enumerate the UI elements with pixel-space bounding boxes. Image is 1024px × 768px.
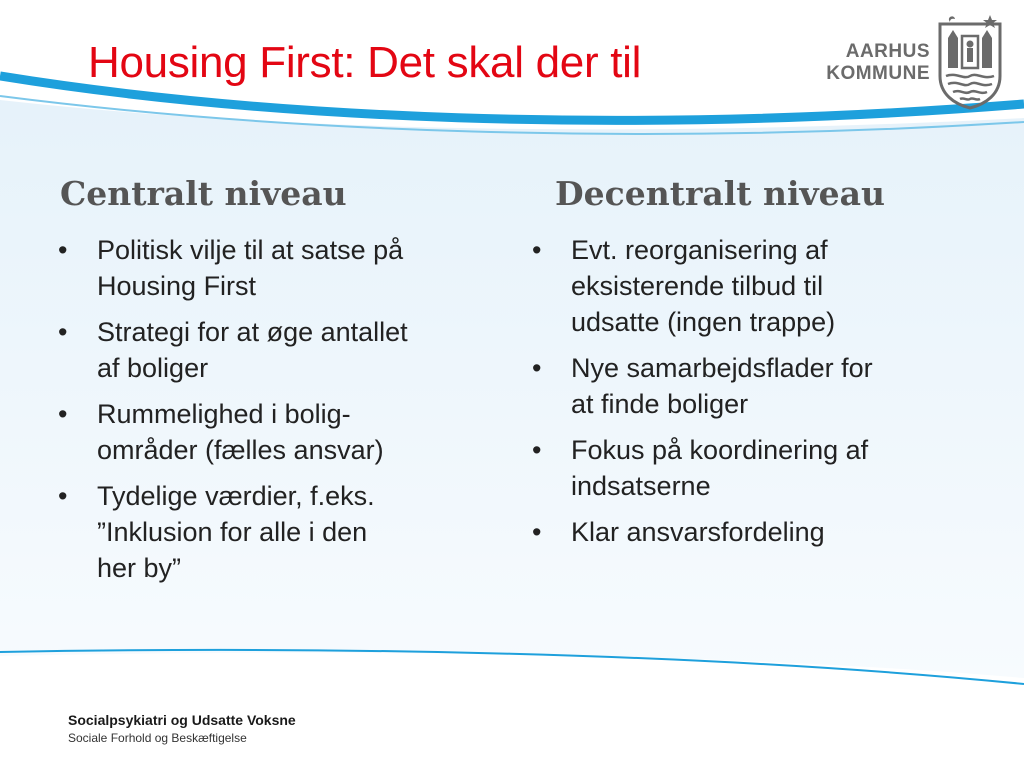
- slide-title: Housing First: Det skal der til: [88, 38, 642, 87]
- list-item-line: her by”: [97, 553, 182, 583]
- bullet-icon: •: [532, 435, 542, 465]
- logo-line-1: AARHUS: [845, 41, 930, 62]
- bullet-icon: •: [532, 235, 542, 265]
- list-item: [58, 232, 508, 304]
- list-item-line: eksisterende tilbud til: [571, 271, 824, 301]
- list-item: [58, 314, 508, 386]
- footer-department: Socialpsykiatri og Udsatte Voksne: [68, 712, 296, 728]
- footer: [68, 711, 296, 747]
- list-item-line: af boliger: [97, 353, 209, 383]
- list-item: [532, 514, 972, 550]
- list-item-line: ”Inklusion for alle i den: [97, 517, 368, 547]
- bullet-icon: •: [532, 517, 542, 547]
- list-item-line: Fokus på koordinering af: [571, 435, 869, 465]
- list-item: [58, 396, 508, 468]
- list-item-line: at finde boliger: [571, 389, 749, 419]
- list-item: [532, 232, 972, 340]
- list-item-line: Klar ansvarsfordeling: [571, 517, 825, 547]
- decentralt-niveau-heading: Decentralt niveau: [555, 174, 886, 213]
- list-item-line: Tydelige værdier, f.eks.: [97, 481, 375, 511]
- city-seal-icon: [936, 14, 1004, 110]
- footer-division: Sociale Forhold og Beskæftigelse: [68, 731, 247, 745]
- list-item: [532, 432, 972, 504]
- list-item-line: Politisk vilje til at satse på: [97, 235, 404, 265]
- logo-line-2: KOMMUNE: [826, 63, 930, 84]
- list-item-line: Rummelighed i bolig-: [97, 399, 351, 429]
- list-item-line: udsatte (ingen trappe): [571, 307, 836, 337]
- list-item: [532, 350, 972, 422]
- centralt-niveau-heading: Centralt niveau: [60, 174, 347, 213]
- list-item-line: Nye samarbejdsflader for: [571, 353, 873, 383]
- centralt-niveau-list: [58, 232, 508, 596]
- bullet-icon: •: [58, 481, 68, 511]
- logo-wordmark: [822, 41, 930, 85]
- bullet-icon: •: [58, 317, 68, 347]
- list-item-line: Evt. reorganisering af: [571, 235, 828, 265]
- bullet-icon: •: [532, 353, 542, 383]
- bullet-icon: •: [58, 235, 68, 265]
- aarhus-kommune-logo: [822, 14, 1012, 110]
- list-item: [58, 478, 508, 586]
- list-item-line: Housing First: [97, 271, 257, 301]
- list-item-line: områder (fælles ansvar): [97, 435, 384, 465]
- decentralt-niveau-list: [532, 232, 972, 560]
- list-item-line: Strategi for at øge antallet: [97, 317, 408, 347]
- list-item-line: indsatserne: [571, 471, 711, 501]
- bullet-icon: •: [58, 399, 68, 429]
